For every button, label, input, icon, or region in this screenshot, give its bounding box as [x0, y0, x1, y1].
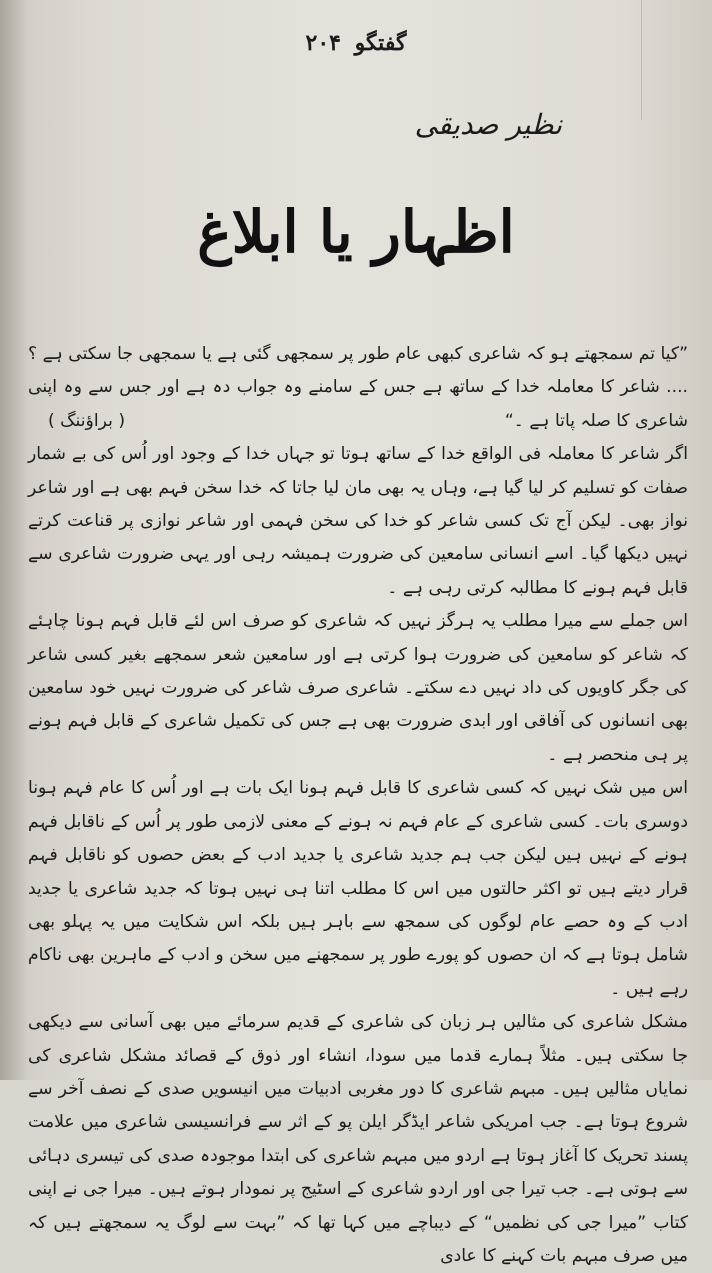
fold-line: [641, 0, 642, 120]
article-body: [28, 338, 688, 1273]
paragraph-quote: ”کیا تم سمجھتے ہو کہ شاعری کبھی عام طور پر سمجھی گئی ہے یا سمجھی جا سکتی ہے ؟ .... شاعر کا معاملہ خدا کے ساتھ ہے جس کے سامنے وہ جواب دہ ہے اور جس سے وہ اپنی شاعری کا صلہ پاتا ہے ۔“: [28, 344, 688, 431]
journal-name: گفتگو: [354, 30, 407, 56]
paragraph-2: اگر شاعر کا معاملہ فی الواقع خدا کے ساتھ ہوتا تو جہاں خدا کے وجود اور اُس کی بے شمار صفات کو تسلیم کر لیا گیا ہے، وہاں یہ بھی مان لیا جاتا کہ خدا سخن فہم بھی ہے اور شاعر نواز بھی۔ لیکن آج تک کسی شاعر کو خدا کی سخن فہمی اور شاعر نوازی پر قناعت کرتے نہیں دیکھا گیا۔ اسے انسانی سامعین کی ضرورت ہمیشہ رہی اور یہی ضرورت شاعری سے قابل فہم ہونے کا مطالبہ کرتی رہی ہے ۔: [28, 444, 688, 598]
paragraph-4: اس میں شک نہیں کہ کسی شاعری کا قابل فہم ہونا ایک بات ہے اور اُس کا عام فہم ہونا دوسری بات۔ کسی شاعری کے عام فہم نہ ہونے کے معنی لازمی طور پر اُس کے ناقابل فہم ہونے کے نہیں ہیں لیکن جب ہم جدید شاعری یا جدید ادب کے بعض حصوں کو ناقابل فہم قرار دیتے ہیں تو اکثر حالتوں میں اس کا مطلب اتنا ہی نہیں ہوتا کہ جدید شاعری یا جدید ادب کے وہ حصے عام لوگوں کی سمجھ سے باہر ہیں بلکہ اس شکایت میں یہ پہلو بھی شامل ہوتا ہے کہ ان حصوں کو پورے طور پر سمجھنے میں سخن و ادب کے ماہرین بھی ناکام رہے ہیں ۔: [28, 778, 688, 999]
paragraph-3: اس جملے سے میرا مطلب یہ ہرگز نہیں کہ شاعری کو صرف اس لئے قابل فہم ہونا چاہئے کہ شاعر کو سامعین کی ضرورت ہوا کرتی ہے اور سامعین شعر سمجھے بغیر کسی شاعر کی جگر کاویوں کی داد نہیں دے سکتے۔ شاعری صرف شاعر کی ضرورت نہیں خود سامعین بھی انسانوں کی آفاقی اور ابدی ضرورت بھی ہے جس کی تکمیل شاعری کے قابل فہم ہونے پر ہی منحصر ہے ۔: [28, 611, 688, 765]
binding-shadow: [0, 0, 28, 1080]
running-header: [0, 30, 712, 56]
article-title: اظہار یا ابلاغ: [197, 198, 515, 266]
page-number: ۲۰۴: [305, 30, 341, 56]
quote-attribution: ( براؤننگ ): [48, 410, 126, 431]
paragraph-5: مشکل شاعری کی مثالیں ہر زبان کی شاعری کے قدیم سرمائے میں بھی آسانی سے دیکھی جا سکتی ہیں۔ مثلاً ہمارے قدما میں سودا، انشاء اور ذوق کے قصائد مشکل شاعری کی نمایاں مثالیں ہیں۔ مبہم شاعری کا دور مغربی ادبیات میں انیسویں صدی کے نصف آخر سے شروع ہوتا ہے۔ جب امریکی شاعر ایڈگر ایلن پو کے اثر سے فرانسیسی شاعری میں علامت پسند تحریک کا آغاز ہوتا ہے اردو میں مبہم شاعری کی ابتدا موجودہ صدی کی تیسری دہائی سے ہوتی ہے۔ جب تیرا جی اور اردو شاعری کے اسٹیج پر نمودار ہوتے ہیں۔ میرا جی نے اپنی کتاب ”میرا جی کی نظمیں“ کے دیباچے میں کہا تھا کہ ”بہت سے لوگ یہ سمجھتے ہیں کہ میں صرف مبہم بات کہنے کا عادی: [28, 1012, 688, 1266]
author-name: نظیر صدیقی: [414, 108, 562, 141]
